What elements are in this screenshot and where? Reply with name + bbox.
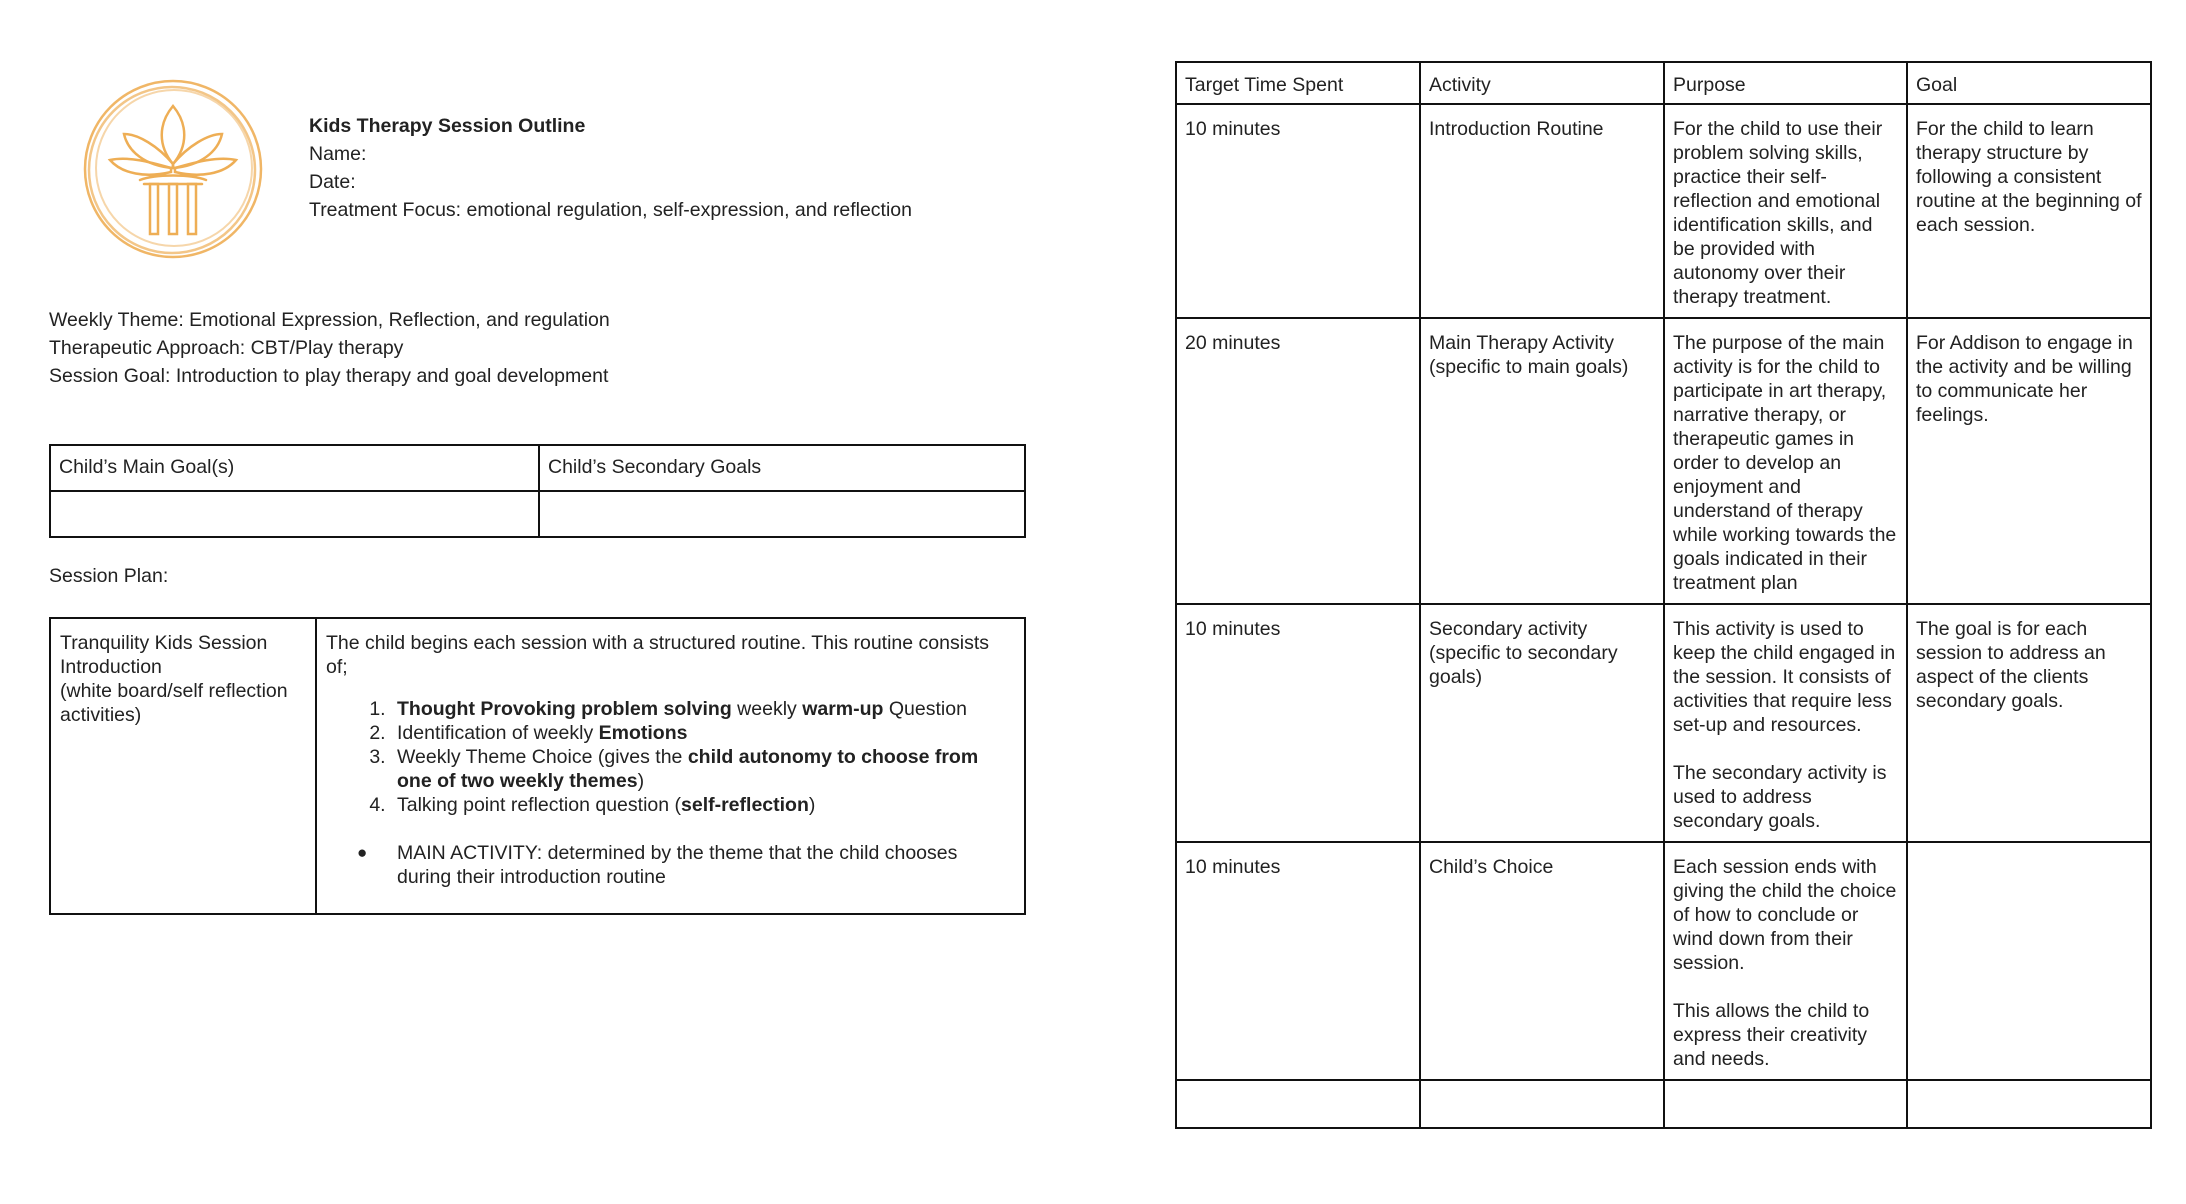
session-plan-table	[49, 617, 1026, 915]
therapeutic-approach: Therapeutic Approach: CBT/Play therapy	[49, 337, 404, 359]
list-item-emphasis: child autonomy to choose from one of two weekly themes	[397, 746, 979, 792]
secondary-goal-header: Child’s Secondary Goals	[539, 445, 1025, 491]
purpose-text: The secondary activity is used to address secondary goals.	[1673, 762, 1887, 832]
header-block	[309, 112, 912, 224]
schedule-header-row	[1176, 62, 2151, 104]
goals-header-row	[50, 445, 1025, 491]
header-activity: Activity	[1420, 62, 1664, 104]
list-item-emphasis: self-reflection	[681, 794, 809, 816]
activity-cell: Child’s Choice	[1420, 842, 1664, 1080]
session-info	[49, 306, 610, 390]
time-cell: 10 minutes	[1176, 104, 1420, 318]
list-item-text: Weekly Theme Choice (gives the	[397, 746, 688, 768]
table-row	[1176, 842, 2151, 1080]
purpose-text: Each session ends with giving the child the choice of how to conclude or wind down from their session.	[1673, 856, 1897, 974]
plan-description-cell	[316, 618, 1025, 914]
main-activity-list	[326, 841, 1016, 889]
list-item-emphasis: Emotions	[598, 722, 688, 744]
list-item-text: weekly	[731, 698, 803, 720]
main-goal-cell[interactable]	[50, 491, 539, 537]
header-goal: Goal	[1907, 62, 2151, 104]
table-row	[1176, 104, 2151, 318]
purpose-cell	[1664, 842, 1907, 1080]
activity-cell: Main Therapy Activity (specific to main goals)	[1420, 318, 1664, 604]
empty-row	[1176, 1080, 2151, 1128]
list-item-text: Question	[883, 698, 967, 720]
list-item-text: Talking point reflection question (	[397, 794, 681, 816]
empty-cell[interactable]	[1664, 1080, 1907, 1128]
purpose-text: This allows the child to express their creativity and needs.	[1673, 1000, 1870, 1070]
lotus-logo-icon	[80, 76, 266, 262]
purpose-text: The purpose of the main activity is for the child to participate in art therapy, narrative therapy, or therapeutic games in order to develop an enjoyment and understand of therapy while working towards the goals indicated in their treatment plan	[1673, 332, 1897, 594]
list-item	[391, 697, 1016, 721]
routine-list	[326, 697, 1016, 817]
weekly-theme: Weekly Theme: Emotional Expression, Reflection, and regulation	[49, 309, 610, 331]
secondary-goal-cell[interactable]	[539, 491, 1025, 537]
empty-cell[interactable]	[1907, 1080, 2151, 1128]
empty-cell[interactable]	[1176, 1080, 1420, 1128]
schedule-table	[1175, 61, 2152, 1129]
list-item-text: )	[637, 770, 645, 792]
header-time: Target Time Spent	[1176, 62, 1420, 104]
goals-value-row	[50, 491, 1025, 537]
goal-cell	[1907, 842, 2151, 1080]
list-item-emphasis: Thought Provoking problem solving	[397, 698, 732, 720]
goal-cell: The goal is for each session to address an aspect of the clients secondary goals.	[1907, 604, 2151, 842]
plan-section-cell	[50, 618, 316, 914]
main-activity-item: ● MAIN ACTIVITY: determined by the theme that the child chooses during their introduction routine	[391, 841, 1016, 889]
purpose-text: For the child to use their problem solving skills, practice their self-reflection and emotional identification skills, and be provided with autonomy over their therapy treatment.	[1673, 118, 1883, 308]
purpose-cell	[1664, 318, 1907, 604]
purpose-cell	[1664, 104, 1907, 318]
date-label: Date:	[309, 171, 356, 193]
activity-cell: Introduction Routine	[1420, 104, 1664, 318]
session-plan-row	[50, 618, 1025, 914]
purpose-cell	[1664, 604, 1907, 842]
table-row	[1176, 318, 2151, 604]
list-item-emphasis: warm-up	[802, 698, 884, 720]
goal-cell: For the child to learn therapy structure by following a consistent routine at the beginning of each session.	[1907, 104, 2151, 318]
table-row	[1176, 604, 2151, 842]
main-goal-header: Child’s Main Goal(s)	[50, 445, 539, 491]
name-label: Name:	[309, 143, 367, 165]
session-plan-label: Session Plan:	[49, 565, 169, 587]
list-item	[391, 793, 1016, 817]
purpose-text: This activity is used to keep the child engaged in the session. It consists of activities that require less set-up and resources.	[1673, 618, 1896, 736]
header-purpose: Purpose	[1664, 62, 1907, 104]
document-title: Kids Therapy Session Outline	[309, 115, 586, 137]
time-cell: 10 minutes	[1176, 604, 1420, 842]
activity-cell: Secondary activity (specific to secondary goals)	[1420, 604, 1664, 842]
plan-intro-text: The child begins each session with a structured routine. This routine consists of;	[326, 632, 989, 678]
list-item-text: )	[808, 794, 816, 816]
treatment-focus: Treatment Focus: emotional regulation, self-expression, and reflection	[309, 199, 912, 221]
list-item	[391, 745, 1016, 793]
list-item	[391, 721, 1016, 745]
empty-cell[interactable]	[1420, 1080, 1664, 1128]
time-cell: 20 minutes	[1176, 318, 1420, 604]
plan-section-title: Tranquility Kids Session Introduction	[60, 632, 268, 678]
time-cell: 10 minutes	[1176, 842, 1420, 1080]
goals-table	[49, 444, 1026, 538]
plan-section-subtitle: (white board/self reflection activities)	[60, 680, 288, 726]
list-item-text: Identification of weekly	[397, 722, 599, 744]
session-goal: Session Goal: Introduction to play therapy and goal development	[49, 365, 609, 387]
goal-cell: For Addison to engage in the activity and be willing to communicate her feelings.	[1907, 318, 2151, 604]
right-page	[1093, 0, 2186, 1204]
